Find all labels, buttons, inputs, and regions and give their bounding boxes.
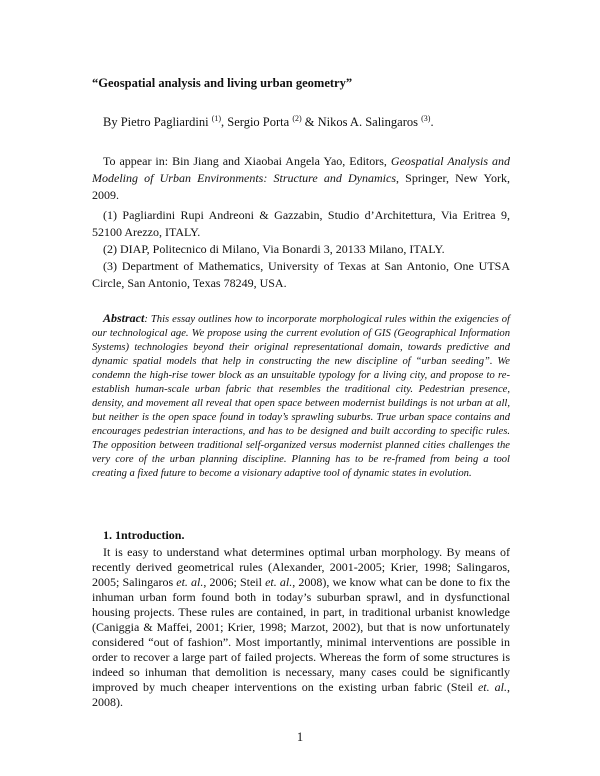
author-end: .: [430, 115, 434, 129]
paper-title: “Geospatial analysis and living urban geometry”: [92, 76, 353, 90]
section-heading: 1. 1ntroduction.: [103, 528, 185, 542]
author-2-ref: (2): [292, 113, 302, 123]
intro-etal-3: et. al.: [477, 680, 507, 694]
book-title: Geospatial Analysis and Modeling of Urban Environments: Structure and Dynamics: [92, 154, 510, 185]
intro-text-3: , 2008), we know what can be done to fix the inhuman urban form found both in today’s suburban sprawl, and in dysfunctional housing projects. These rules are contained, in part, in traditional urbanist knowledge (Caniggia & Maffei, 2001; Krier, 1998; Marzot, 2002), but that is now unfortunately considered “out of fashion”. Most importantly, minimal interventions are possible in order to recover a large part of failed projects. Whereas the form of some structures is indeed so inhuman that demolition is necessary, many cases could be significantly improved by much cheaper interventions on the existing urban fabric (Steil: [92, 575, 511, 694]
author-prefix: By: [103, 115, 121, 129]
author-3: Nikos A. Salingaros: [317, 115, 422, 129]
abstract-text: : This essay outlines how to incorporate morphological rules within the exigencies of our technological age. We propose using the current evolution of GIS (Geographical Information Systems) technologies beyond their original representational domain, towards predictive and dynamic spatial models that help in constructing the new discipline of “urban seeding”. We condemn the high-rise tower block as an unsuitable typology for a living city, and propose to re-establish human-scale urban fabric that resembles the traditional city. Pedestrian presence, density, and movement all reveal that open space between modernist buildings is not urban at all, but neither is the open space found in today’s sprawling suburbs. True urban space contains and encourages pedestrian interactions, and has to be designed and built according to specific rules. The opposition between traditional self-organized versus modernist planned cities challenges the very core of the urban planning discipline. Planning has to be re-framed from being a tool creating a fixed future to become a visionary adaptive tool of dynamic states in evolution.: [92, 314, 510, 479]
author-1-ref: (1): [211, 113, 222, 123]
intro-text-4: , 2008).: [92, 680, 510, 709]
publication-lead: To appear in: Bin Jiang and Xiaobai Angela Yao, Editors,: [103, 154, 391, 168]
author-2: Sergio Porta: [227, 115, 293, 129]
affiliation-1: (1) Pagliardini Rupi Andreoni & Gazzabin, Studio d’Architettura, Via Eritrea 9, 52100 Arezzo, ITALY.: [92, 208, 510, 239]
author-line: [103, 115, 434, 130]
intro-paragraph: [92, 545, 510, 710]
author-3-ref: (3): [421, 113, 431, 123]
intro-text-1: It is easy to understand what determines optimal urban morphology. By means of recently derived geometrical rules (Alexander, 2001-2005; Krier, 1998; Salingaros, 2005; Salingaros: [92, 545, 510, 589]
author-sep-2: &: [301, 115, 318, 129]
publication-tail: , Springer, New York, 2009.: [92, 171, 510, 202]
affiliation-3: (3) Department of Mathematics, University of Texas at San Antonio, One UTSA Circle, San Antonio, Texas 78249, USA.: [92, 259, 510, 290]
author-1: Pietro Pagliardini: [120, 115, 212, 129]
abstract-label: Abstract: [103, 311, 145, 325]
abstract: [92, 311, 510, 481]
intro-etal-2: et. al.: [265, 575, 293, 589]
affiliation-2: (2) DIAP, Politecnico di Milano, Via Bonardi 3, 20133 Milano, ITALY.: [103, 242, 445, 256]
intro-etal-1: et. al.: [176, 575, 204, 589]
publication-note: [92, 153, 510, 204]
intro-text-2: , 2006; Steil: [203, 575, 266, 589]
page-number: 1: [296, 730, 304, 744]
author-sep-1: ,: [221, 115, 228, 129]
